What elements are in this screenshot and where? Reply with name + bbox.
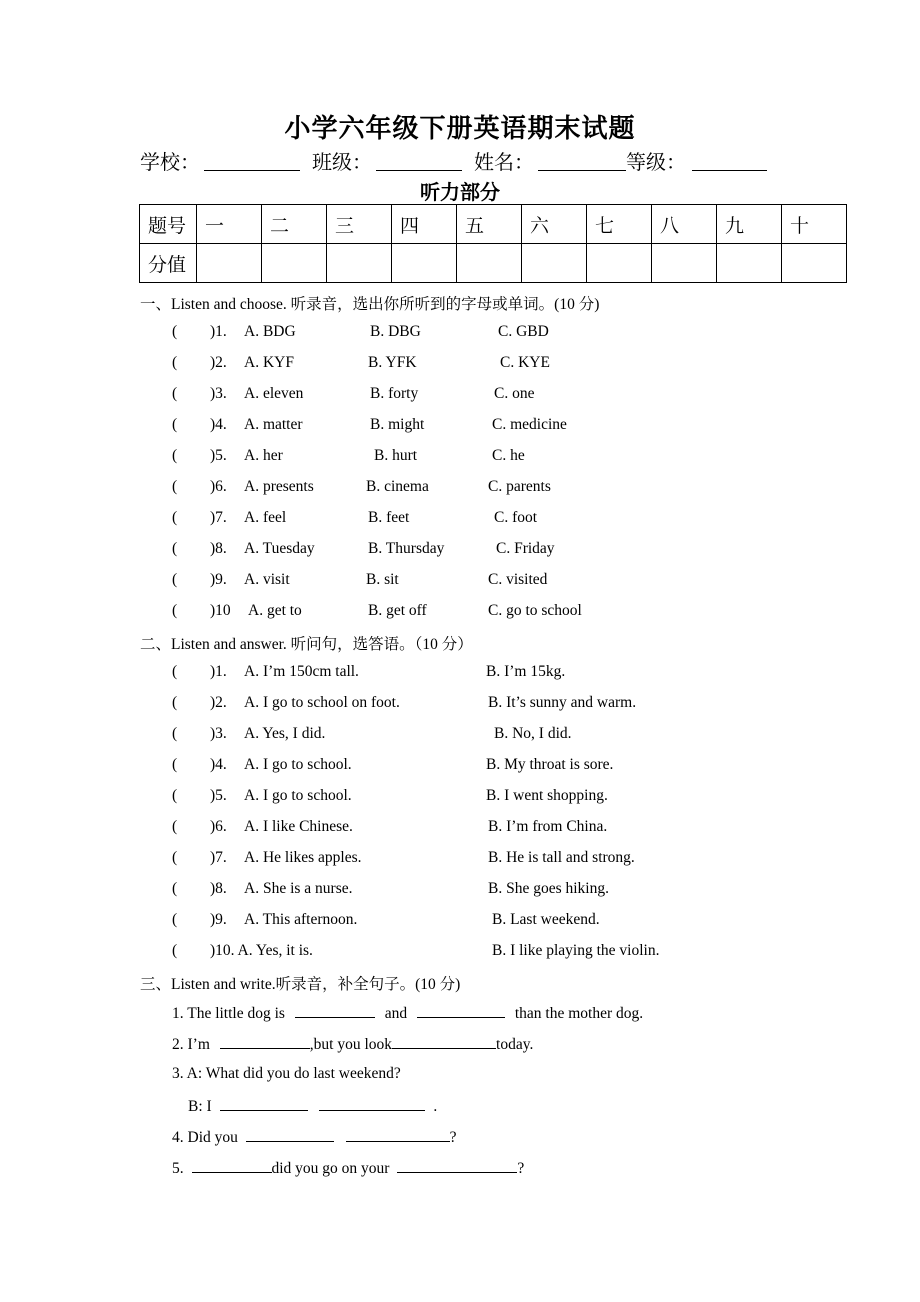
question-number: )5. xyxy=(210,447,227,464)
table-cell: 十 xyxy=(782,205,847,244)
option-b: B. Thursday xyxy=(368,540,445,557)
line-text: and xyxy=(384,1005,408,1022)
question-number: )3. xyxy=(210,725,227,742)
student-info-row xyxy=(140,146,780,176)
answer-paren[interactable]: ( xyxy=(172,571,178,588)
question-number: )8. xyxy=(210,880,227,897)
write-line-4 xyxy=(188,1096,437,1116)
option-a: A. I like Chinese. xyxy=(244,818,353,835)
option-a: A. visit xyxy=(244,571,290,588)
question-number: )6. xyxy=(210,478,227,495)
line-text: 2. I’m xyxy=(172,1036,210,1053)
option-c: C. visited xyxy=(488,571,548,588)
question-number: )2. xyxy=(210,354,227,371)
option-a: A. Tuesday xyxy=(244,540,315,557)
table-cell: 五 xyxy=(457,205,522,244)
question-number: )7. xyxy=(210,509,227,526)
line-text: B: I xyxy=(188,1098,212,1115)
option-b: B. cinema xyxy=(366,478,429,495)
section-subtitle: 听力部分 xyxy=(420,182,500,204)
answer-blank[interactable] xyxy=(392,1034,496,1049)
question-number: )5. xyxy=(210,787,227,804)
answer-paren[interactable]: ( xyxy=(172,911,178,928)
option-a: A. Yes, I did. xyxy=(244,725,326,742)
score-table-header-row xyxy=(140,205,847,244)
option-a: A. She is a nurse. xyxy=(244,880,353,897)
question-number: )2. xyxy=(210,694,227,711)
school-blank[interactable] xyxy=(204,170,300,171)
option-c: C. GBD xyxy=(498,323,549,340)
option-b: B. Last weekend. xyxy=(492,911,600,928)
answer-paren[interactable]: ( xyxy=(172,849,178,866)
answer-paren[interactable]: ( xyxy=(172,323,178,340)
section1-heading: 一、Listen and choose. 听录音，选出你所听到的字母或单词。(10 分) xyxy=(140,296,600,313)
write-line-6 xyxy=(172,1158,524,1178)
answer-paren[interactable]: ( xyxy=(172,787,178,804)
question-number: )10. A. Yes, it is. xyxy=(210,942,313,959)
answer-blank[interactable] xyxy=(417,1003,505,1018)
line-text: did you go on your xyxy=(271,1160,390,1177)
table-cell: 七 xyxy=(587,205,652,244)
option-b: B. feet xyxy=(368,509,410,526)
name-label: 姓名： xyxy=(474,152,534,174)
option-c: C. KYE xyxy=(500,354,550,371)
question-number: )9. xyxy=(210,911,227,928)
option-a: A. I’m 150cm tall. xyxy=(244,663,359,680)
option-b: B. I’m 15kg. xyxy=(486,663,566,680)
table-cell: 二 xyxy=(262,205,327,244)
table-cell[interactable] xyxy=(262,244,327,283)
write-line-2 xyxy=(172,1034,533,1054)
option-b: B. No, I did. xyxy=(494,725,572,742)
answer-blank[interactable] xyxy=(192,1158,272,1173)
score-table xyxy=(139,204,847,283)
answer-paren[interactable]: ( xyxy=(172,540,178,557)
question-number: )7. xyxy=(210,849,227,866)
question-number: )3. xyxy=(210,385,227,402)
option-a: A. I go to school. xyxy=(244,756,352,773)
option-b: B. hurt xyxy=(374,447,418,464)
option-c: C. he xyxy=(492,447,525,464)
table-cell[interactable] xyxy=(782,244,847,283)
table-cell[interactable] xyxy=(652,244,717,283)
class-label: 班级： xyxy=(312,152,372,174)
option-a: A. BDG xyxy=(244,323,296,340)
answer-blank[interactable] xyxy=(319,1096,425,1111)
option-a: A. get to xyxy=(248,602,302,619)
table-cell[interactable] xyxy=(197,244,262,283)
option-b: B. She goes hiking. xyxy=(488,880,609,897)
question-number: )4. xyxy=(210,756,227,773)
option-c: C. parents xyxy=(488,478,551,495)
class-blank[interactable] xyxy=(376,170,462,171)
score-table-value-row xyxy=(140,244,847,283)
option-b: B. I went shopping. xyxy=(486,787,608,804)
answer-paren[interactable]: ( xyxy=(172,478,178,495)
grade-blank[interactable] xyxy=(692,170,767,171)
option-c: C. medicine xyxy=(492,416,567,433)
section2-heading: 二、Listen and answer. 听问句，选答语。（10 分） xyxy=(140,636,473,653)
option-a: A. This afternoon. xyxy=(244,911,358,928)
answer-paren[interactable]: ( xyxy=(172,354,178,371)
write-line-3: 3. A: What did you do last weekend? xyxy=(172,1065,401,1082)
answer-blank[interactable] xyxy=(295,1003,375,1018)
answer-paren[interactable]: ( xyxy=(172,880,178,897)
section3-heading: 三、Listen and write.听录音，补全句子。(10 分) xyxy=(140,976,461,993)
option-a: A. I go to school on foot. xyxy=(244,694,400,711)
answer-paren[interactable]: ( xyxy=(172,447,178,464)
option-b: B. get off xyxy=(368,602,427,619)
question-number: )8. xyxy=(210,540,227,557)
option-b: B. DBG xyxy=(370,323,421,340)
answer-paren[interactable]: ( xyxy=(172,942,178,959)
answer-blank[interactable] xyxy=(346,1127,450,1142)
write-line-5 xyxy=(172,1127,457,1147)
option-b: B. YFK xyxy=(368,354,417,371)
option-c: C. go to school xyxy=(488,602,582,619)
option-b: B. My throat is sore. xyxy=(486,756,614,773)
option-a: A. feel xyxy=(244,509,287,526)
line-text: 5. xyxy=(172,1160,184,1177)
line-text: 4. Did you xyxy=(172,1129,238,1146)
table-cell: 八 xyxy=(652,205,717,244)
option-c: C. Friday xyxy=(496,540,555,557)
line-text: ,but you look xyxy=(309,1036,393,1053)
table-cell[interactable] xyxy=(392,244,457,283)
option-b: B. I like playing the violin. xyxy=(492,942,660,959)
table-cell: 六 xyxy=(522,205,587,244)
answer-paren[interactable]: ( xyxy=(172,509,178,526)
option-a: A. her xyxy=(244,447,283,464)
option-b: B. It’s sunny and warm. xyxy=(488,694,637,711)
question-number: )10 xyxy=(210,602,231,619)
answer-paren[interactable]: ( xyxy=(172,602,178,619)
question-number: )9. xyxy=(210,571,227,588)
write-line-1 xyxy=(172,1003,643,1023)
line-text: ? xyxy=(517,1160,525,1177)
option-a: A. He likes apples. xyxy=(244,849,362,866)
line-text: today. xyxy=(496,1036,534,1053)
line-text: ? xyxy=(449,1129,457,1146)
answer-paren[interactable]: ( xyxy=(172,663,178,680)
answer-paren[interactable]: ( xyxy=(172,416,178,433)
line-text: than the mother dog. xyxy=(514,1005,644,1022)
table-cell: 九 xyxy=(717,205,782,244)
option-c: C. one xyxy=(494,385,535,402)
answer-paren[interactable]: ( xyxy=(172,818,178,835)
table-cell[interactable] xyxy=(457,244,522,283)
school-label: 学校： xyxy=(140,152,200,174)
answer-blank[interactable] xyxy=(246,1127,334,1142)
answer-paren[interactable]: ( xyxy=(172,756,178,773)
question-number: )1. xyxy=(210,323,227,340)
name-blank[interactable] xyxy=(538,170,626,171)
option-c: C. foot xyxy=(494,509,538,526)
table-cell[interactable] xyxy=(522,244,587,283)
table-cell: 分值 xyxy=(140,244,197,283)
answer-blank[interactable] xyxy=(397,1158,517,1173)
table-cell[interactable] xyxy=(587,244,652,283)
option-b: B. forty xyxy=(370,385,419,402)
option-a: A. matter xyxy=(244,416,303,433)
answer-paren[interactable]: ( xyxy=(172,725,178,742)
question-number: )4. xyxy=(210,416,227,433)
option-b: B. might xyxy=(370,416,425,433)
table-cell[interactable] xyxy=(327,244,392,283)
answer-paren[interactable]: ( xyxy=(172,385,178,402)
line-text: 1. The little dog is xyxy=(172,1005,285,1022)
table-cell: 四 xyxy=(392,205,457,244)
answer-paren[interactable]: ( xyxy=(172,694,178,711)
page-title: 小学六年级下册英语期末试题 xyxy=(284,114,636,143)
answer-blank[interactable] xyxy=(220,1034,310,1049)
option-a: A. presents xyxy=(244,478,314,495)
question-number: )1. xyxy=(210,663,227,680)
table-cell: 题号 xyxy=(140,205,197,244)
line-text: . xyxy=(433,1098,438,1115)
option-b: B. sit xyxy=(366,571,399,588)
answer-blank[interactable] xyxy=(220,1096,308,1111)
question-number: )6. xyxy=(210,818,227,835)
table-cell: 一 xyxy=(197,205,262,244)
option-a: A. eleven xyxy=(244,385,304,402)
grade-label: 等级： xyxy=(626,152,686,174)
table-cell[interactable] xyxy=(717,244,782,283)
option-a: A. KYF xyxy=(244,354,294,371)
option-b: B. I’m from China. xyxy=(488,818,608,835)
option-b: B. He is tall and strong. xyxy=(488,849,635,866)
option-a: A. I go to school. xyxy=(244,787,352,804)
table-cell: 三 xyxy=(327,205,392,244)
